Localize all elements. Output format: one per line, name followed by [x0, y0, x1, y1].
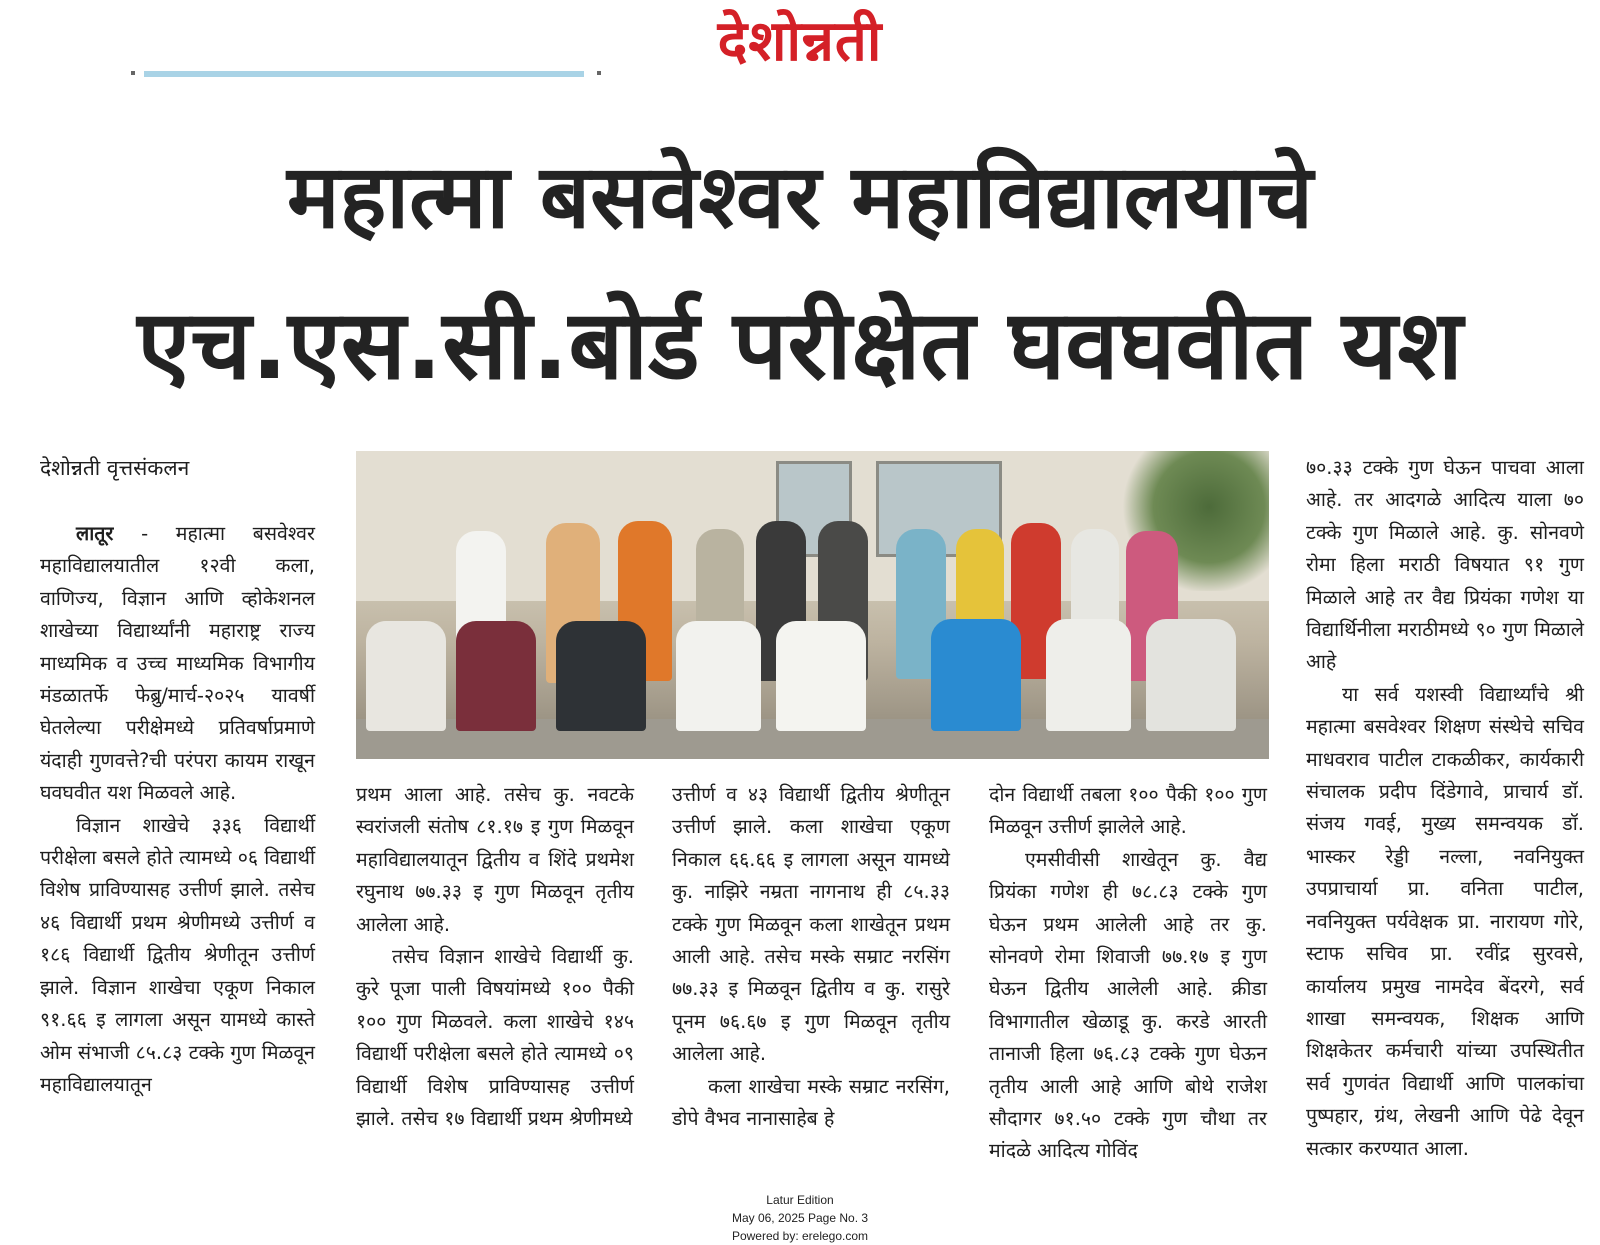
- col5-para-2: या सर्व यशस्वी विद्यार्थ्यांचे श्री महात्मा बसवेश्वर शिक्षण संस्थेचे सचिव माधवराव पाटील टाकळीकर, कार्यकारी संचालक प्रदीप दिंडेगावे, प्राचार्य डॉ. संजय गवई, मुख्य समन्वयक डॉ. भास्कर रेड्डी नल्ला, नवनियुक्त उपप्राचार्या प्रा. वनिता पाटील, नवनियुक्त पर्यवेक्षक प्रा. नारायण गोरे, स्टाफ सचिव प्रा. रवींद्र सुरवसे, कार्यालय प्रमुख नामदेव बेंदरगे, सर्व शाखा समन्वयक, शिक्षक आणि शिक्षकेतर कर्मचारी यांच्या उपस्थितीत सर्व गुणवंत विद्यार्थी आणि पालकांचा पुष्पहार, ग्रंथ, लेखनी आणि पेढे देवून सत्कार करण्यात आला.: [1306, 682, 1584, 1160]
- article-column-3: [672, 779, 950, 1135]
- photo-person: [676, 621, 761, 731]
- article-column-1: [40, 452, 315, 1101]
- col1-para-1: [40, 518, 315, 810]
- article-column-4: [989, 779, 1267, 1168]
- rule-dot-right: [597, 71, 601, 75]
- byline: देशोन्नती वृत्तसंकलन: [40, 456, 190, 480]
- photo-person: [366, 621, 446, 731]
- photo-person: [456, 621, 536, 731]
- col2-para-1: प्रथम आला आहे. तसेच कु. नवटके स्वरांजली संतोष ८१.१७ इ गुण मिळवून महाविद्यालयातून द्वितीय व शिंदे प्रथमेश रघुनाथ ७७.३३ इ गुण मिळवून तृतीय आलेला आहे.: [356, 783, 634, 936]
- headline-line-1: महात्मा बसवेश्वर महाविद्यालयाचे: [286, 145, 1314, 248]
- masthead-rule: [144, 71, 584, 77]
- photo-person: [1046, 619, 1131, 731]
- masthead-logo: देशोन्नती: [717, 9, 883, 74]
- col3-para-2: कला शाखेचा मस्के सम्राट नरसिंग, डोपे वैभव नानासाहेब हे: [672, 1074, 950, 1131]
- col4-para-1: दोन विद्यार्थी तबला १०० पैकी १०० गुण मिळवून उत्तीर्ण झालेले आहे.: [989, 783, 1267, 839]
- photo-person: [1146, 619, 1236, 731]
- footer-date-page: May 06, 2025 Page No. 3: [731, 1211, 869, 1225]
- headline-line-2: एच.एस.सी.बोर्ड परीक्षेत घवघवीत यश: [137, 289, 1463, 401]
- photo-person: [931, 619, 1021, 731]
- col1-para-1-text: - महात्मा बसवेश्वर महाविद्यालयातील १२वी कला, वाणिज्य, विज्ञान आणि व्होकेशनल शाखेच्या विद्यार्थ्यांनी महाराष्ट्र राज्य माध्यमिक व उच्च माध्यमिक विभागीय मंडळातर्फे फेब्रु/मार्च-२०२५ यावर्षी घेतलेल्या परीक्षेमध्ये प्रतिवर्षाप्रमाणे यंदाही गुणवत्ते?ची परंपरा कायम राखून घवघवीत यश मिळवले आहे.: [40, 522, 315, 805]
- article-column-5: [1306, 452, 1584, 1165]
- col1-para-2: विज्ञान शाखेचे ३३६ विद्यार्थी परीक्षेला बसले होते त्यामध्ये ०६ विद्यार्थी विशेष प्राविण्यासह उत्तीर्ण झाले. तसेच ४६ विद्यार्थी प्रथम श्रेणीमध्ये उत्तीर्ण व १८६ विद्यार्थी द्वितीय श्रेणीतून उत्तीर्ण झाले. विज्ञान शाखेचा एकूण निकाल ९१.६६ इ लागला असून यामध्ये कास्ते ओम संभाजी ८५.८३ टक्के गुण मिळवून महाविद्यालयातून: [40, 813, 315, 1096]
- group-photo: [356, 451, 1269, 759]
- footer-powered-by: Powered by: erelego.com: [731, 1229, 869, 1243]
- photo-person: [776, 621, 866, 731]
- col4-para-2: एमसीवीसी शाखेतून कु. वैद्य प्रियंका गणेश ही ७८.८३ टक्के गुण घेऊन प्रथम आलेली आहे तर कु. सोनवणे रोमा शिवाजी ७७.१७ इ गुण घेऊन द्वितीय आलेली आहे. क्रीडा विभागातील खेळाडू कु. करडे आरती तानाजी हिला ७६.८३ टक्के गुण घेऊन तृतीय आली आहे आणि बोथे राजेश सौदागर ७१.५० टक्के गुण चौथा तर मांदळे आदित्य गोविंद: [989, 847, 1267, 1163]
- dateline-place: लातूर: [76, 522, 114, 545]
- photo-person: [556, 621, 646, 731]
- col3-para-1: उत्तीर्ण व ४३ विद्यार्थी द्वितीय श्रेणीतून उत्तीर्ण झाले. कला शाखेचा एकूण निकाल ६६.६६ इ लागला असून यामध्ये कु. नाझिरे नम्रता नागनाथ ही ८५.३३ टक्के गुण मिळवून कला शाखेतून प्रथम आली आहे. तसेच मस्के सम्राट नरसिंग ७७.३३ इ मिळवून द्वितीय व कु. रासुरे पूनम ७६.६७ इ गुण मिळवून तृतीय आलेला आहे.: [672, 783, 950, 1066]
- rule-dot-left: [131, 71, 135, 75]
- col2-para-2: तसेच विज्ञान शाखेचे विद्यार्थी कु. कुरे पूजा पाली विषयांमध्ये १०० पैकी १०० गुण मिळवले. कला शाखेचे १४५ विद्यार्थी परीक्षेला बसले होते त्यामध्ये ०९ विद्यार्थी विशेष प्राविण्यासह उत्तीर्ण झाले. तसेच १७ विद्यार्थी प्रथम श्रेणीमध्ये: [356, 945, 634, 1131]
- col5-para-1: ७०.३३ टक्के गुण घेऊन पाचवा आला आहे. तर आदगळे आदित्य याला ७० टक्के गुण मिळाले आहे. कु. सोनवणे रोमा हिला मराठी विषयात ९१ गुण मिळाले आहे तर वैद्य प्रियंका गणेश या विद्यार्थिनीला मराठीमध्ये ९० गुण मिळाले आहे: [1306, 456, 1584, 674]
- footer-edition: Latur Edition: [766, 1193, 834, 1207]
- article-column-2: [356, 779, 634, 1135]
